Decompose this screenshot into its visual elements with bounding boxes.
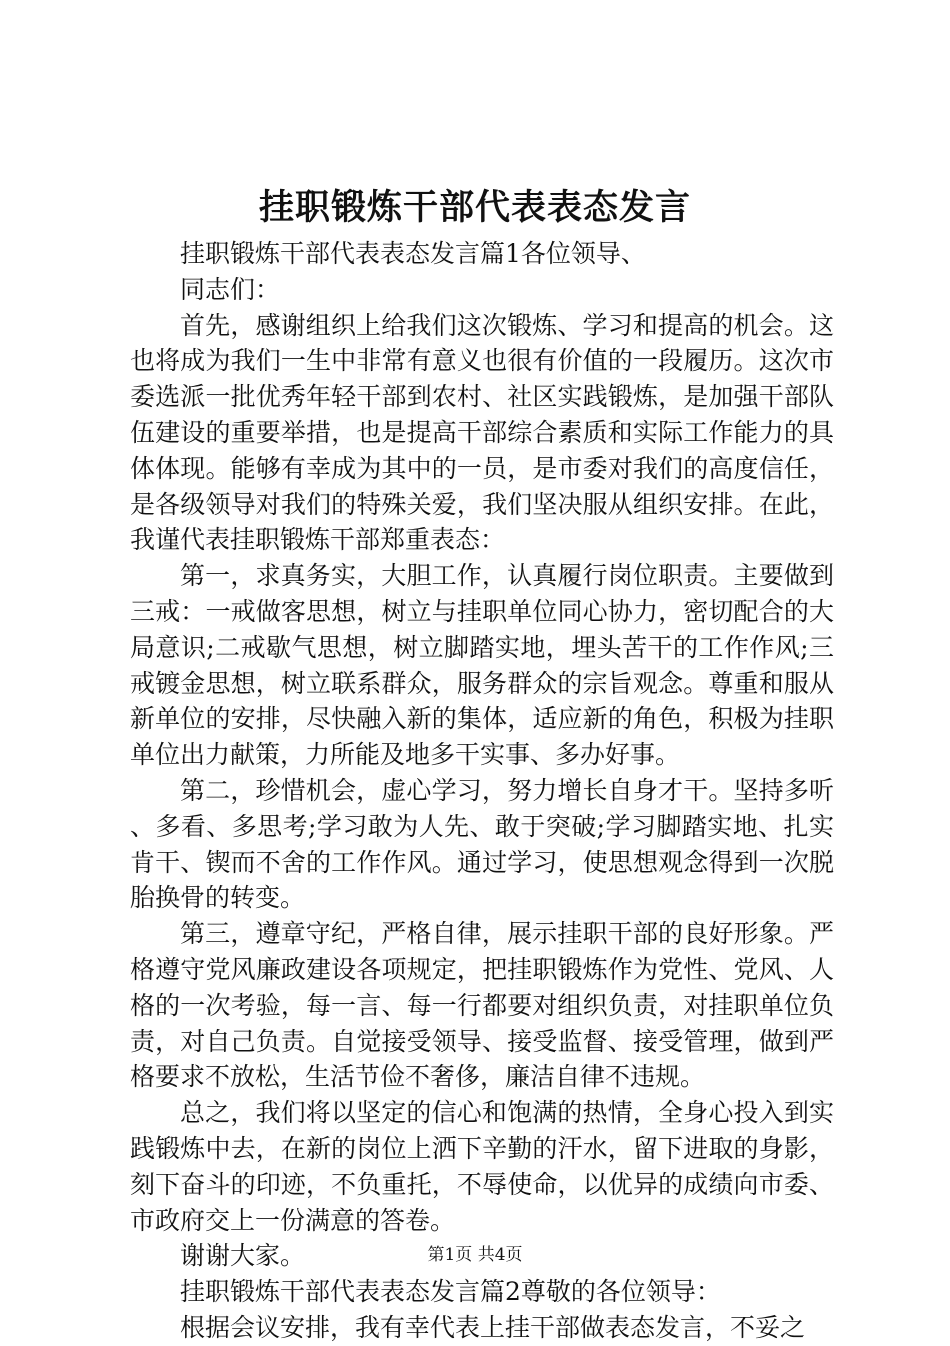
paragraph-8: 谢谢大家。 (180, 1241, 306, 1271)
document-body (130, 236, 834, 1346)
paragraph-1: 挂职锻炼干部代表表态发言篇1各位领导、 (180, 239, 646, 268)
paragraph-10: 根据会议安排，我有幸代表上挂干部做表态发言，不妥之 (180, 1312, 806, 1342)
paragraph-9: 挂职锻炼干部代表表态发言篇2尊敬的各位领导： (180, 1277, 721, 1307)
paragraph-7: 总之，我们将以坚定的信心和饱满的热情，全身心投入到实践锻炼中去，在新的岗位上洒下辛勤的汗水，留下进取的身影，刻下奋斗的印迹，不负重托，不辱使命，以优异的成绩向市委、市政府交上一份满意的答卷。 (130, 1098, 834, 1235)
paragraph-4: 第一，求真务实，大胆工作，认真履行岗位职责。主要做到三戒：一戒做客思想，树立与挂职单位同心协力，密切配合的大局意识;二戒歇气思想，树立脚踏实地，埋头苦干的工作作风;三戒镀金思想，树立联系群众，服务群众的宗旨观念。尊重和服从新单位的安排，尽快融入新的集体，适应新的角色，积极为挂职单位出力献策，力所能及地多干实事、多办好事。 (130, 561, 834, 770)
paragraph-2: 同志们： (180, 274, 281, 304)
paragraph-5: 第二，珍惜机会，虚心学习，努力增长自身才干。坚持多听、多看、多思考;学习敢为人先、敢于突破;学习脚踏实地、扎实肯干、锲而不舍的工作作风。通过学习，使思想观念得到一次脱胎换骨的转变。 (130, 775, 834, 913)
paragraph-3: 首先，感谢组织上给我们这次锻炼、学习和提高的机会。这也将成为我们一生中非常有意义也很有价值的一段履历。这次市委选派一批优秀年轻干部到农村、社区实践锻炼，是加强干部队伍建设的重要举措，也是提高干部综合素质和实际工作能力的具体体现。能够有幸成为其中的一员，是市委对我们的高度信任，是各级领导对我们的特殊关爱，我们坚决服从组织安排。在此，我谨代表挂职锻炼干部郑重表态： (130, 310, 834, 555)
document-title: 挂职锻炼干部代表表态发言 (258, 187, 691, 228)
page-number-footer: 第1页 共4页 (427, 1245, 523, 1265)
paragraph-6: 第三，遵章守纪，严格自律，展示挂职干部的良好形象。严格遵守党风廉政建设各项规定，把挂职锻炼作为党性、党风、人格的一次考验，每一言、每一行都要对组织负责，对挂职单位负责，对自己负责。自觉接受领导、接受监督、接受管理，做到严格要求不放松，生活节俭不奢侈，廉洁自律不违规。 (130, 919, 834, 1092)
